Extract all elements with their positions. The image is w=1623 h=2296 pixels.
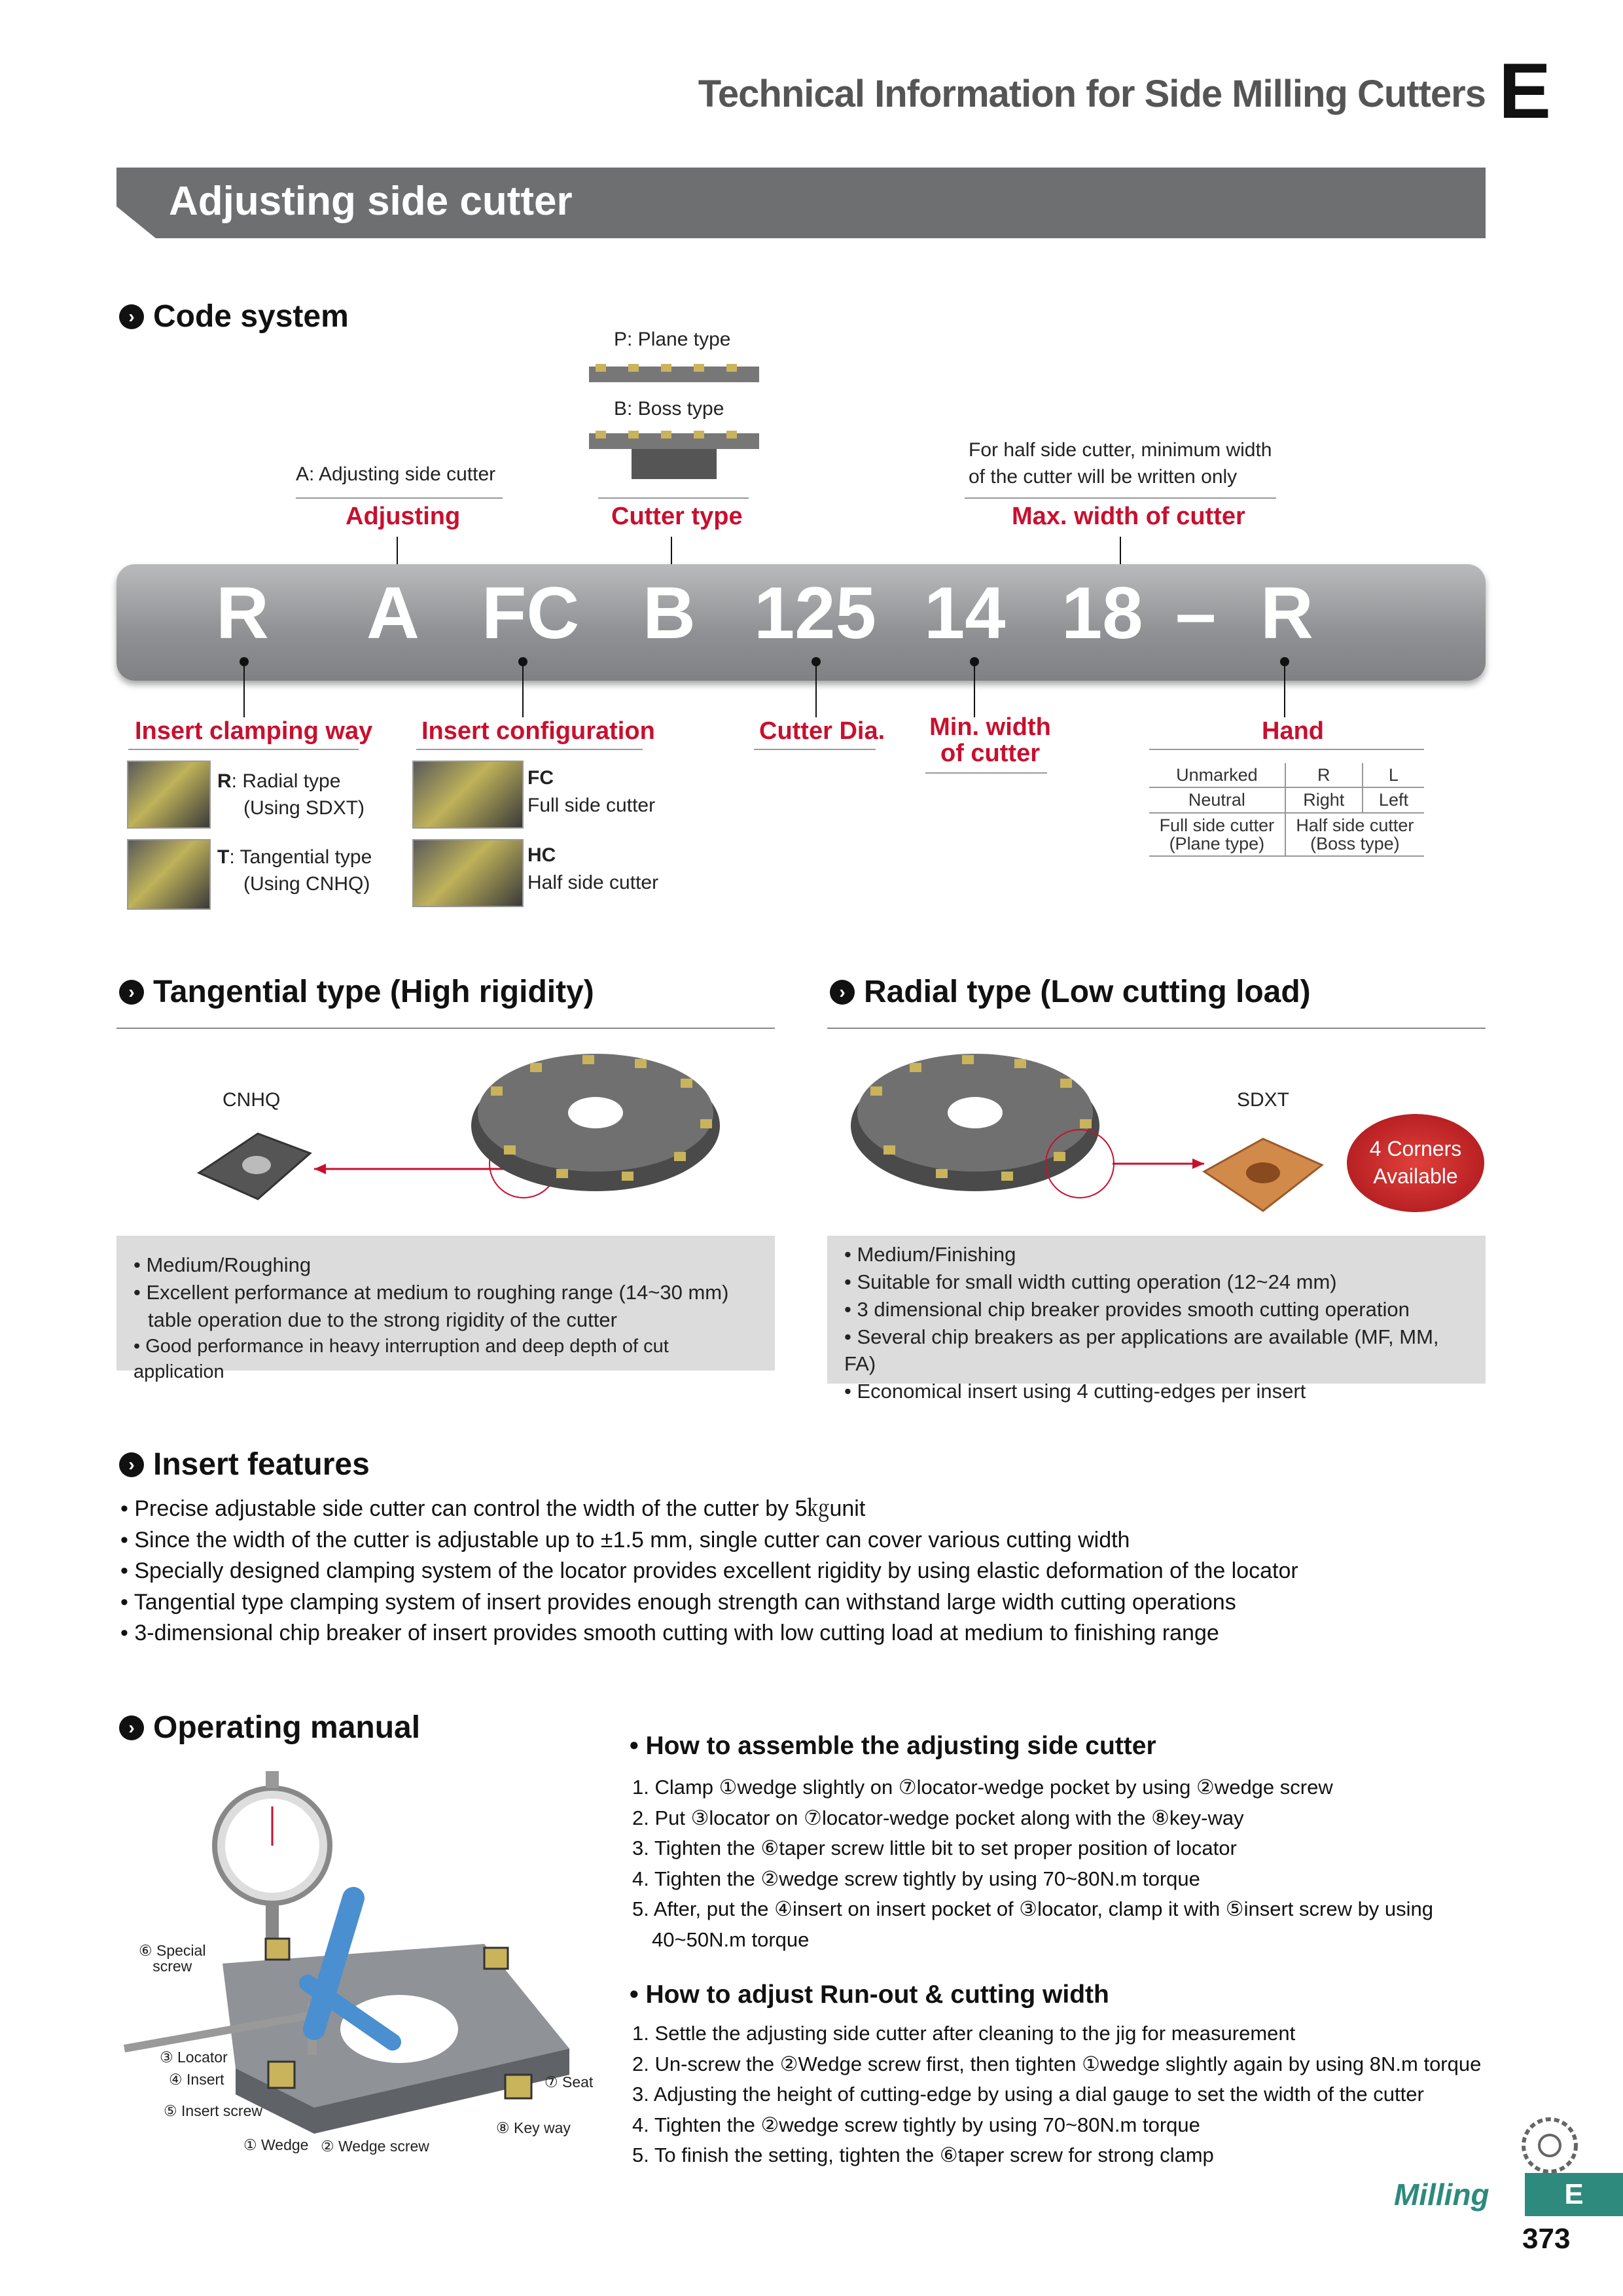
radial-insert-image xyxy=(127,761,211,829)
label-clamping: Insert clamping way xyxy=(135,717,373,745)
list-item: • Medium/Roughing xyxy=(134,1253,312,1276)
code-cutter-type: B xyxy=(643,572,696,654)
list-item: • Suitable for small width cutting operation (12~24 mm) xyxy=(844,1270,1337,1293)
insert-features-list xyxy=(120,1494,1298,1649)
callout-insert-screw: ⑤ Insert screw xyxy=(164,2102,262,2119)
radial-clamp-text: R: Radial type (Using SDXT) xyxy=(217,770,365,819)
list-item: 40~50N.m torque xyxy=(652,1928,810,1951)
label-configuration: Insert configuration xyxy=(421,717,655,745)
code-max-width: 18 xyxy=(1061,572,1143,654)
cnhq-label: CNHQ xyxy=(223,1089,281,1111)
max-width-note: For half side cutter, minimum width of the cutter will be written only xyxy=(969,439,1272,488)
code-system-heading: › Code system xyxy=(119,298,349,334)
tangential-cutter-image xyxy=(308,1047,779,1204)
cutter-type-underline xyxy=(598,497,749,499)
label-dia: Cutter Dia. xyxy=(759,717,885,745)
tangential-heading: › Tangential type (High rigidity) xyxy=(119,974,594,1010)
list-item: • 3 dimensional chip breaker provides smooth cutting operation xyxy=(844,1297,1410,1321)
label-hand: Hand xyxy=(1262,717,1324,745)
callout-wedge-screw: ② Wedge screw xyxy=(321,2138,429,2155)
list-item: 5. To finish the setting, tighten the ⑥taper screw for strong clamp xyxy=(632,2144,1214,2166)
page-number: 373 xyxy=(1522,2223,1571,2255)
list-item: 2. Put ③locator on ⑦locator-wedge pocket along with the ⑧key-way xyxy=(632,1806,1244,1829)
callout-special-screw: ⑥ Special screw xyxy=(139,1942,206,1975)
list-item: • Tangential type clamping system of insert provides enough strength can withstand large width cutting operations xyxy=(120,1589,1236,1615)
code-dash: – xyxy=(1175,572,1217,654)
hand-row: Unmarked R L xyxy=(1149,763,1424,787)
callout-seat: ⑦ Seat xyxy=(544,2073,594,2090)
banner-title: Adjusting side cutter xyxy=(169,179,573,224)
radial-feature-box xyxy=(827,1236,1486,1403)
callout-locator: ③ Locator xyxy=(160,2049,228,2066)
max-width-underline xyxy=(965,497,1276,499)
list-item: • Precise adjustable side cutter can control the width of the cutter by 5㎏unit xyxy=(120,1496,866,1521)
list-item: • 3-dimensional chip breaker of insert provides smooth cutting with low cutting load at medium to finishing range xyxy=(120,1621,1219,1646)
milling-cutter-icon xyxy=(1520,2115,1580,2176)
insert-features-heading: › Insert features xyxy=(119,1446,370,1482)
sdxt-label: SDXT xyxy=(1237,1089,1290,1111)
list-item: • Several chip breakers as per applications are available (MF, MM, FA) xyxy=(844,1325,1439,1376)
list-item: 4. Tighten the ②wedge screw tightly by using 70~80N.m torque xyxy=(632,2113,1200,2136)
code-hand: R xyxy=(1260,572,1313,654)
runout-steps xyxy=(632,2018,1481,2171)
label-max-width: Max. width of cutter xyxy=(1012,503,1245,530)
code-hand-prefix: R xyxy=(216,572,269,654)
arrow-circle-icon: › xyxy=(830,980,855,1005)
code-dia: 125 xyxy=(754,572,876,654)
hand-row: Full side cutter (Plane type) Half side cutter (Boss type) xyxy=(1149,813,1424,857)
label-min-width: Min. width of cutter xyxy=(929,713,1051,767)
half-side-insert-image xyxy=(412,839,524,907)
cnhq-insert-image xyxy=(186,1127,317,1206)
list-item: 1. Clamp ①wedge slightly on ⑦locator-wedge pocket by using ②wedge screw xyxy=(632,1776,1333,1799)
hand-table xyxy=(1149,763,1424,857)
adjusting-note: A: Adjusting side cutter xyxy=(296,463,496,485)
footer-category: Milling xyxy=(1394,2178,1489,2212)
four-corners-badge: 4 Corners Available xyxy=(1347,1114,1484,1212)
runout-heading: • How to adjust Run-out & cutting width xyxy=(630,1981,1109,2009)
plane-type-note: P: Plane type xyxy=(614,329,731,350)
full-side-text: FC Full side cutter xyxy=(527,767,656,816)
list-item: • Specially designed clamping system of the locator provides excellent rigidity by using elastic deformation of the locator xyxy=(120,1558,1298,1584)
tangential-feature-box xyxy=(116,1236,775,1382)
operating-manual-heading: › Operating manual xyxy=(119,1710,420,1746)
hand-row: Neutral Right Left xyxy=(1149,787,1424,812)
arrow-circle-icon: › xyxy=(119,1715,144,1740)
section-letter: E xyxy=(1499,47,1552,135)
list-item: • Economical insert using 4 cutting-edges per insert xyxy=(844,1380,1306,1403)
tangential-clamp-text: T: Tangential type (Using CNHQ) xyxy=(217,846,372,895)
plane-cutter-image xyxy=(589,361,759,387)
arrow-circle-icon: › xyxy=(119,980,144,1005)
callout-key-way: ⑧ Key way xyxy=(496,2119,571,2136)
list-item: 3. Tighten the ⑥taper screw little bit to set proper position of locator xyxy=(632,1837,1237,1859)
radial-heading: › Radial type (Low cutting load) xyxy=(830,974,1311,1010)
list-item: table operation due to the strong rigidity of the cutter xyxy=(148,1308,617,1331)
assemble-steps xyxy=(632,1772,1433,1955)
arrow-circle-icon: › xyxy=(119,1452,144,1477)
list-item: 5. After, put the ④insert on insert pocket of ③locator, clamp it with ⑤insert screw by using xyxy=(632,1897,1434,1920)
full-side-insert-image xyxy=(412,761,524,829)
sdxt-insert-image xyxy=(1198,1132,1329,1217)
tangential-insert-image xyxy=(127,839,211,910)
list-item: 4. Tighten the ②wedge screw tightly by using 70~80N.m torque xyxy=(632,1867,1200,1890)
assemble-heading: • How to assemble the adjusting side cutter xyxy=(630,1732,1156,1760)
code-configuration: FC xyxy=(482,572,580,654)
boss-type-note: B: Boss type xyxy=(614,398,724,420)
page-header-title: Technical Information for Side Milling Cutters xyxy=(698,73,1486,115)
boss-cutter-image xyxy=(589,429,759,482)
footer-section-tab: E xyxy=(1525,2173,1623,2216)
arrow-circle-icon: › xyxy=(119,304,144,329)
list-item: • Since the width of the cutter is adjustable up to ±1.5 mm, single cutter can cover various cutting width xyxy=(120,1527,1130,1552)
adjusting-underline xyxy=(296,497,503,499)
code-adjusting: A xyxy=(366,572,419,654)
code-min-width: 14 xyxy=(924,572,1006,654)
list-item: 1. Settle the adjusting side cutter after cleaning to the jig for measurement xyxy=(632,2022,1296,2045)
callout-wedge: ① Wedge xyxy=(243,2136,309,2153)
list-item: • Good performance in heavy interruption and deep depth of cut application xyxy=(134,1335,669,1382)
label-adjusting: Adjusting xyxy=(346,503,461,530)
list-item: 3. Adjusting the height of cutting-edge by using a dial gauge to set the width of the cutter xyxy=(632,2083,1424,2106)
list-item: • Medium/Finishing xyxy=(844,1243,1016,1266)
list-item: 2. Un-screw the ②Wedge screw first, then tighten ①wedge slightly again by using 8N.m torque xyxy=(632,2052,1482,2075)
list-item: • Excellent performance at medium to roughing range (14~30 mm) xyxy=(134,1280,729,1304)
half-side-text: HC Half side cutter xyxy=(527,844,659,893)
label-cutter-type: Cutter type xyxy=(611,503,743,530)
callout-insert: ④ Insert xyxy=(169,2071,224,2088)
